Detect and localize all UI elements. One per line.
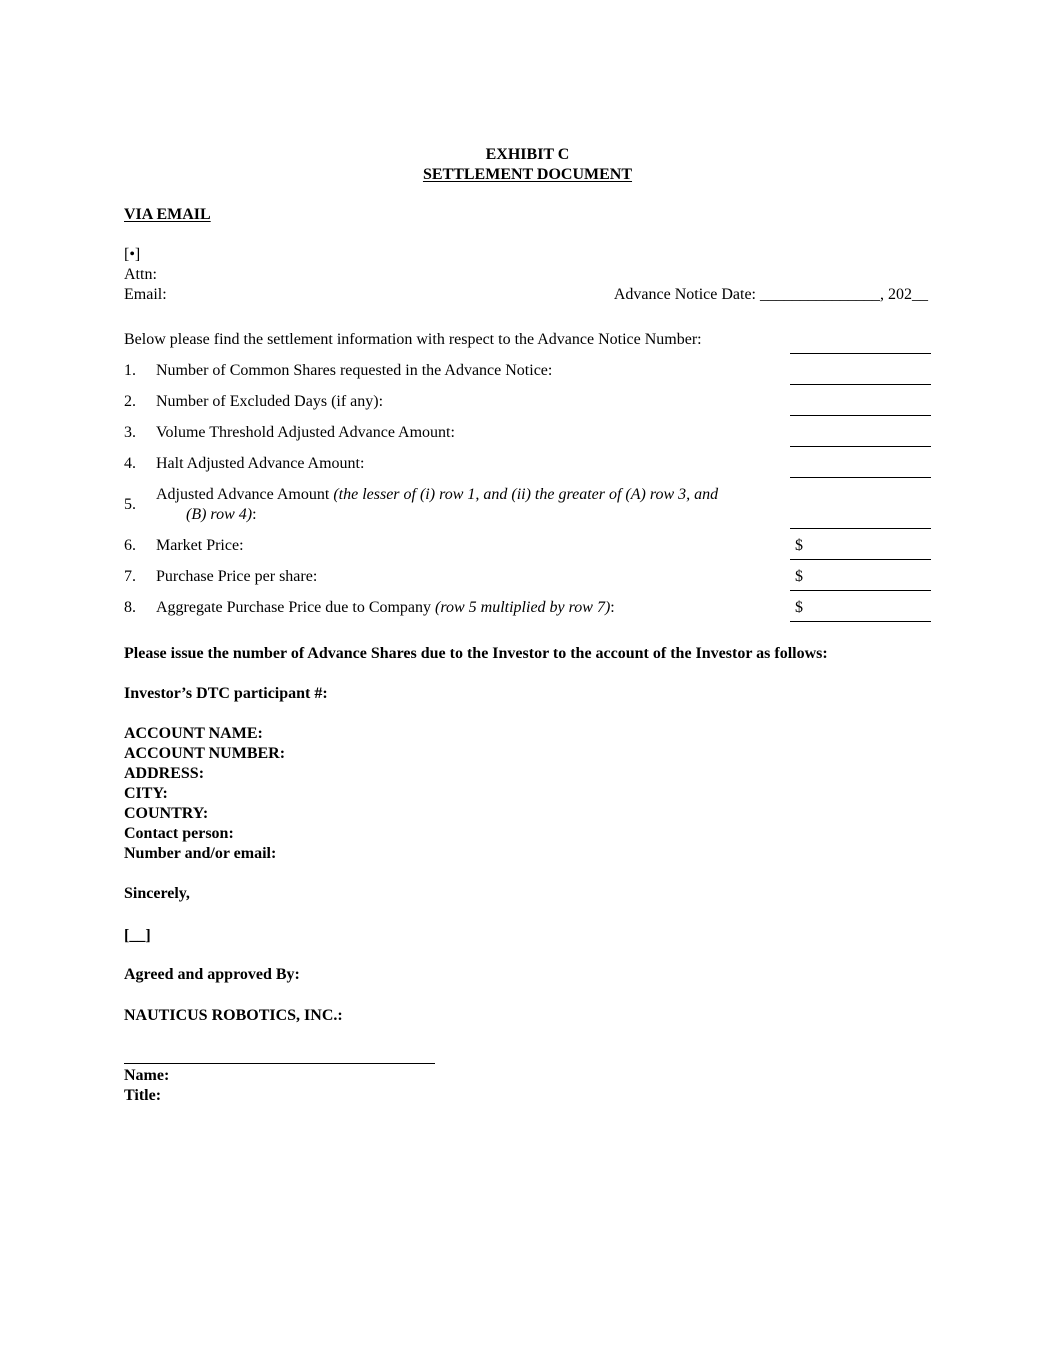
currency-symbol: $ <box>795 568 803 585</box>
document-title <box>0 165 1055 185</box>
settlement-intro: Below please find the settlement information with respect to the Advance Notice Number: <box>124 331 702 348</box>
row-label-note: (row 5 multiplied by row 7) <box>435 599 611 616</box>
name-label: Name: <box>124 1067 170 1084</box>
notice-number-blank[interactable] <box>790 353 931 354</box>
row-number: 5. <box>124 496 136 513</box>
account-number-label: ACCOUNT NUMBER: <box>124 745 286 762</box>
account-name-label: ACCOUNT NAME: <box>124 725 263 742</box>
issue-instruction: Please issue the number of Advance Shares due to the Investor to the account of the Investor as follows: <box>124 645 828 662</box>
row-number: 3. <box>124 424 136 441</box>
row-label: Number of Excluded Days (if any): <box>156 393 384 410</box>
row-3-blank[interactable] <box>790 446 931 447</box>
row-number: 4. <box>124 455 136 472</box>
country-label: COUNTRY: <box>124 805 209 822</box>
row-number: 8. <box>124 599 136 616</box>
row-label-note-continued: (B) row 4) <box>186 506 253 523</box>
contact-number-email-label: Number and/or email: <box>124 845 277 862</box>
company-name: NAUTICUS ROBOTICS, INC.: <box>124 1007 343 1024</box>
row-label-text: Adjusted Advance Amount <box>156 486 334 503</box>
row-2-blank[interactable] <box>790 415 931 416</box>
row-5-blank[interactable] <box>790 528 931 529</box>
email-label: Email: <box>124 286 167 303</box>
row-label: Halt Adjusted Advance Amount: <box>156 455 365 472</box>
contact-person-label: Contact person: <box>124 825 234 842</box>
row-8-blank[interactable] <box>790 621 931 622</box>
row-7-blank[interactable] <box>790 590 931 591</box>
row-number: 6. <box>124 537 136 554</box>
title-label: Title: <box>124 1087 162 1104</box>
exhibit-label: EXHIBIT C <box>485 146 570 163</box>
city-label: CITY: <box>124 785 168 802</box>
row-number: 7. <box>124 568 136 585</box>
row-1-blank[interactable] <box>790 384 931 385</box>
row-label-suffix: : <box>252 506 257 523</box>
address-label: ADDRESS: <box>124 765 205 782</box>
row-label-text: Aggregate Purchase Price due to Company <box>156 599 436 616</box>
row-label: Volume Threshold Adjusted Advance Amount: <box>156 424 455 441</box>
row-label-note: (the lesser of (i) row 1, and (ii) the greater of (A) row 3, and <box>333 486 719 503</box>
row-label-suffix: : <box>610 599 615 616</box>
recipient-placeholder: [•] <box>124 246 141 263</box>
row-6-blank[interactable] <box>790 559 931 560</box>
advance-notice-date: Advance Notice Date: _______________, 202__ <box>613 286 928 303</box>
currency-symbol: $ <box>795 599 803 616</box>
row-label: Market Price: <box>156 537 244 554</box>
row-number: 1. <box>124 362 136 379</box>
signer-placeholder: [__] <box>124 927 151 944</box>
agreed-approved-label: Agreed and approved By: <box>124 966 300 983</box>
row-label <box>156 485 718 505</box>
document-title-text: SETTLEMENT DOCUMENT <box>422 166 633 183</box>
row-label: Purchase Price per share: <box>156 568 318 585</box>
row-label <box>156 598 615 618</box>
via-email-label: VIA EMAIL <box>124 206 211 223</box>
row-label: Number of Common Shares requested in the Advance Notice: <box>156 362 553 379</box>
row-label-continuation <box>186 505 257 525</box>
dtc-participant-label: Investor’s DTC participant #: <box>124 685 328 702</box>
attn-label: Attn: <box>124 266 157 283</box>
row-number: 2. <box>124 393 136 410</box>
row-4-blank[interactable] <box>790 477 931 478</box>
currency-symbol: $ <box>795 537 803 554</box>
closing: Sincerely, <box>124 885 190 902</box>
signature-line[interactable] <box>124 1063 435 1064</box>
